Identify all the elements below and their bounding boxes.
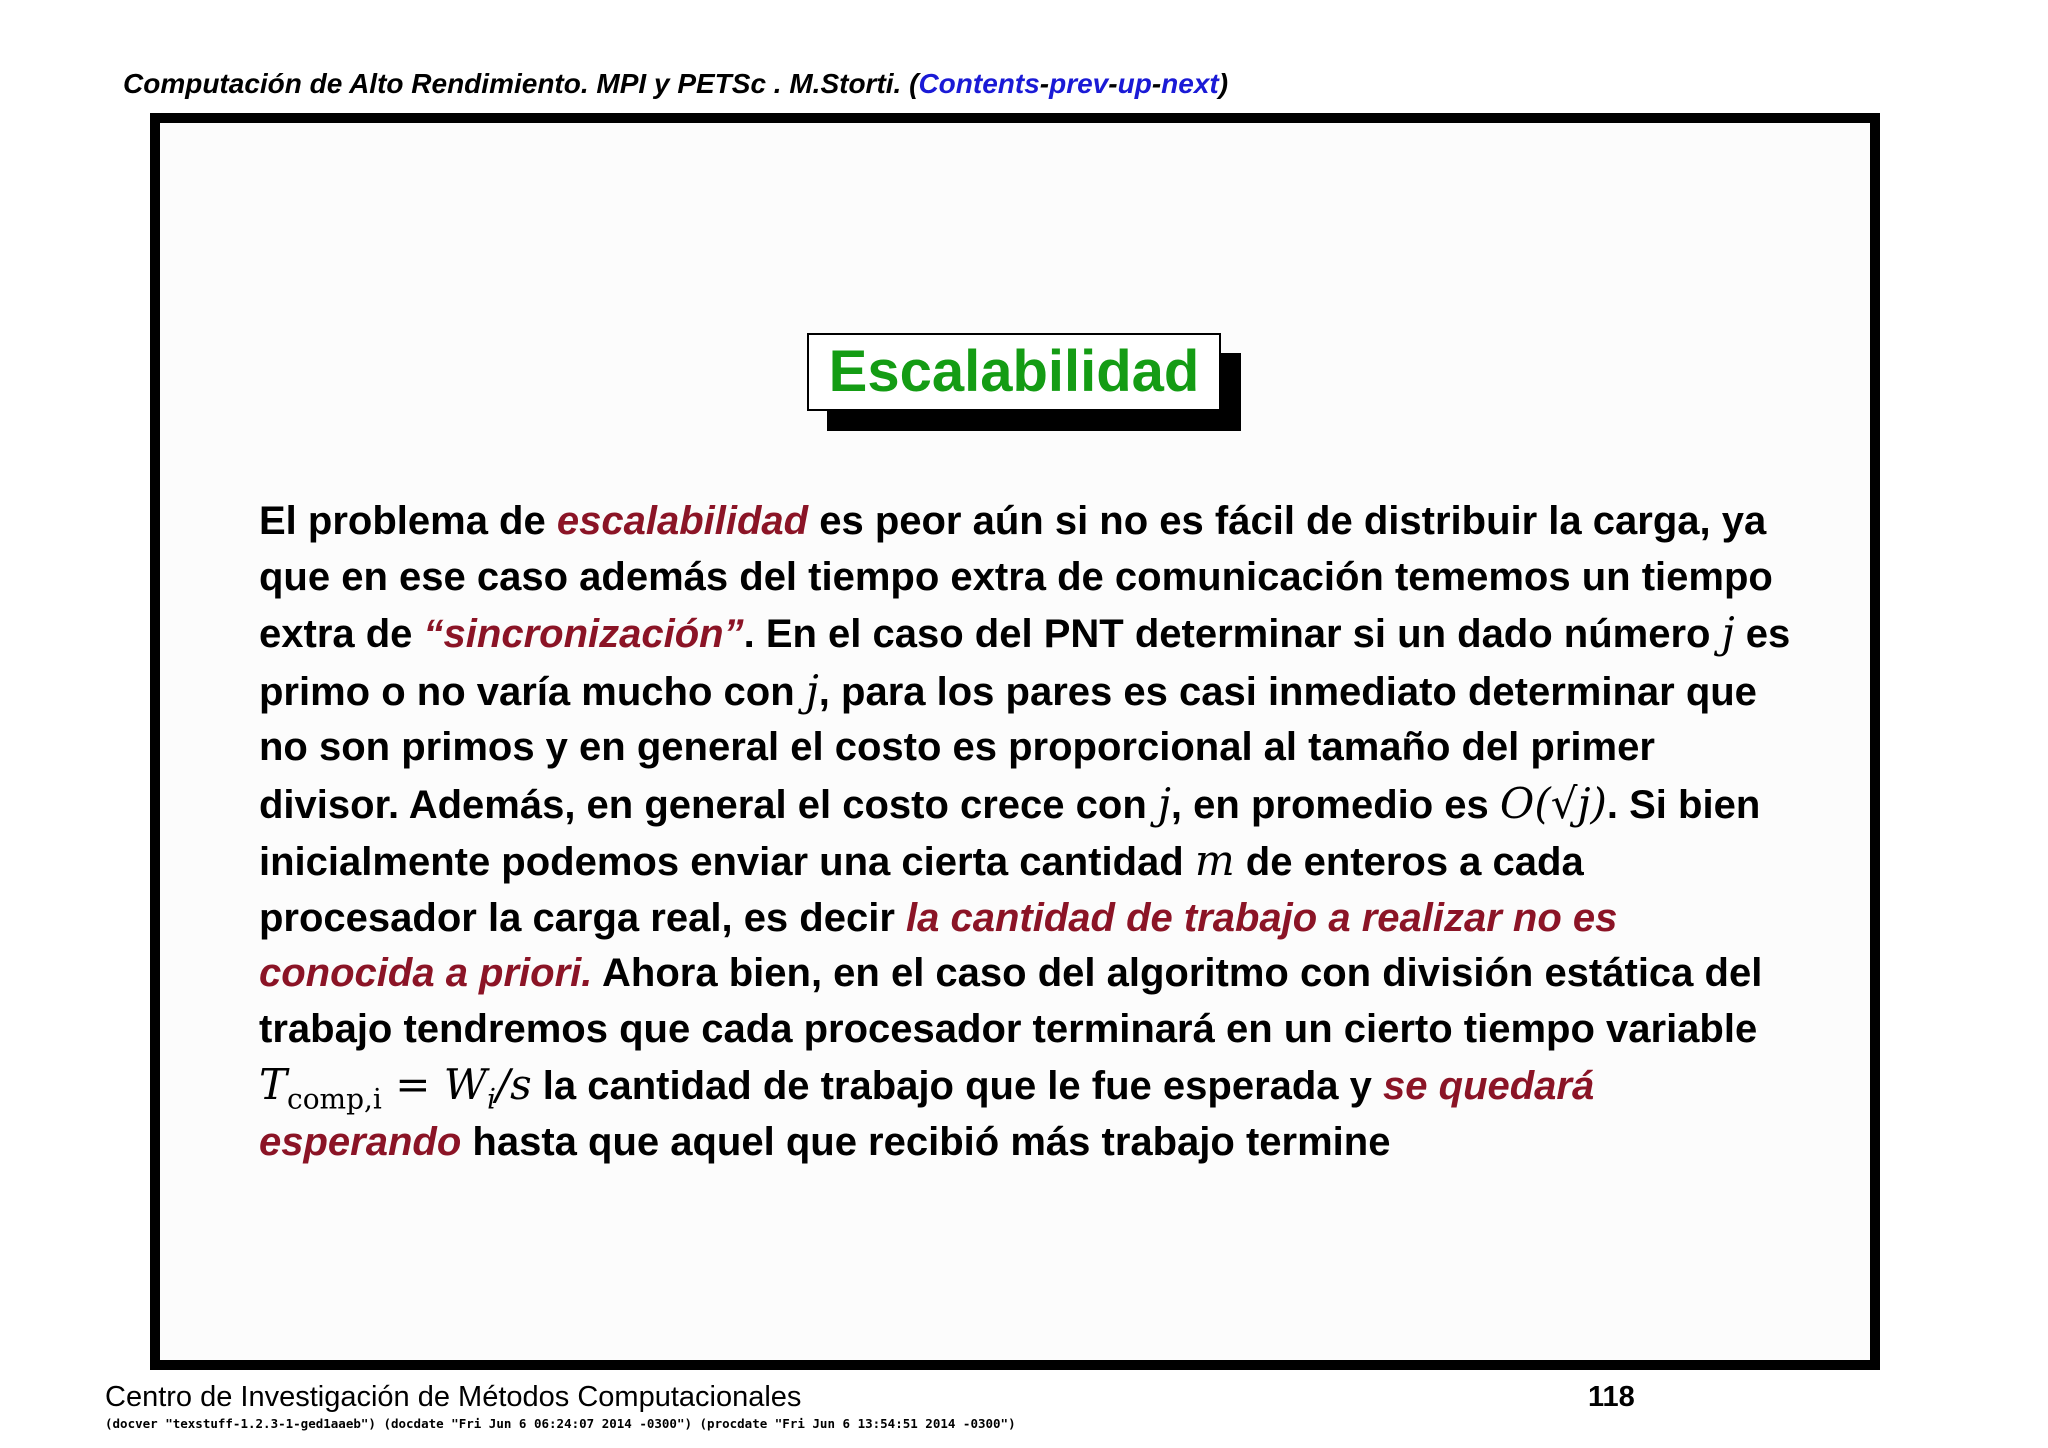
body-text: . En el caso del PNT determinar si un dado número [743,612,1722,656]
nav-separator: - [1151,68,1162,99]
body-text: , en promedio es [1170,782,1500,827]
nav-up-link[interactable]: up [1117,68,1152,99]
header-title: Computación de Alto Rendimiento. MPI y PETSc . M.Storti. ( [123,68,919,99]
nav-prev-link[interactable]: prev [1049,68,1109,99]
body-text: , para los pares es casi inmediato determinar que no son primos y en general el costo es proporcional al tamaño del primer divisor. Además, en general el costo crece con [259,669,1757,827]
highlight-sincronizacion: “sincronización” [423,612,744,656]
math-eq-w: = W [381,1060,487,1109]
page-number: 118 [1588,1381,1635,1413]
body-text: es peor aún si no es fácil de distribuir la carga, ya que en ese caso además del tiempo extra de comunicación tememos un tiempo extra de [259,499,1773,656]
body-text: . Si bien inicialmente podemos enviar una cierta cantidad [259,782,1761,884]
slide-title: Escalabilidad [828,339,1200,404]
math-sub-i: i [486,1082,496,1116]
math-j: j [805,665,819,715]
math-over-s: /s [495,1060,532,1109]
math-sub-comp-i: comp,i [287,1082,382,1116]
body-text: es primo o no varía mucho con [259,612,1791,714]
footer-doc-meta: (docver "texstuff-1.2.3-1-ged1aaeb") (docdate "Fri Jun 6 06:24:07 2014 -0300") (procdate "Fri Jun 6 13:54:51 2014 -0300") [105,1416,1016,1431]
highlight-se-quedara-esperando: se quedará esperando [259,1064,1595,1164]
nav-separator: - [1108,68,1118,99]
nav-separator: - [1039,68,1050,99]
body-text: El problema de [259,499,557,543]
body-text: la cantidad de trabajo que le fue esperada y [531,1064,1384,1108]
math-t-comp-formula [259,1060,532,1116]
slide-body-paragraph [259,494,1799,1170]
header-title-close: ) [1218,68,1229,99]
highlight-trabajo-no-conocido: la cantidad de trabajo a realizar no es conocida a priori. [259,895,1618,995]
math-j: j [1157,778,1171,828]
title-box [807,333,1221,411]
nav-contents-link[interactable]: Contents [918,68,1040,99]
nav-next-link[interactable]: next [1161,68,1219,99]
math-j: j [1721,608,1735,657]
math-m: m [1194,836,1235,885]
highlight-escalabilidad: escalabilidad [556,499,809,543]
math-t: T [259,1060,288,1109]
slide-title-box [807,333,1221,411]
body-text: de enteros a cada procesador la carga real, es decir [259,840,1584,940]
body-text: hasta que aquel que recibió más trabajo termine [461,1119,1391,1164]
page-header [123,64,1228,104]
body-text: Ahora bien, en el caso del algoritmo con división estática del trabajo tendremos que cada procesador terminará en un cierto tiempo variable [259,951,1763,1051]
math-big-o-sqrt-j: O(√j) [1499,778,1607,828]
footer-institution: Centro de Investigación de Métodos Computacionales [105,1381,802,1413]
